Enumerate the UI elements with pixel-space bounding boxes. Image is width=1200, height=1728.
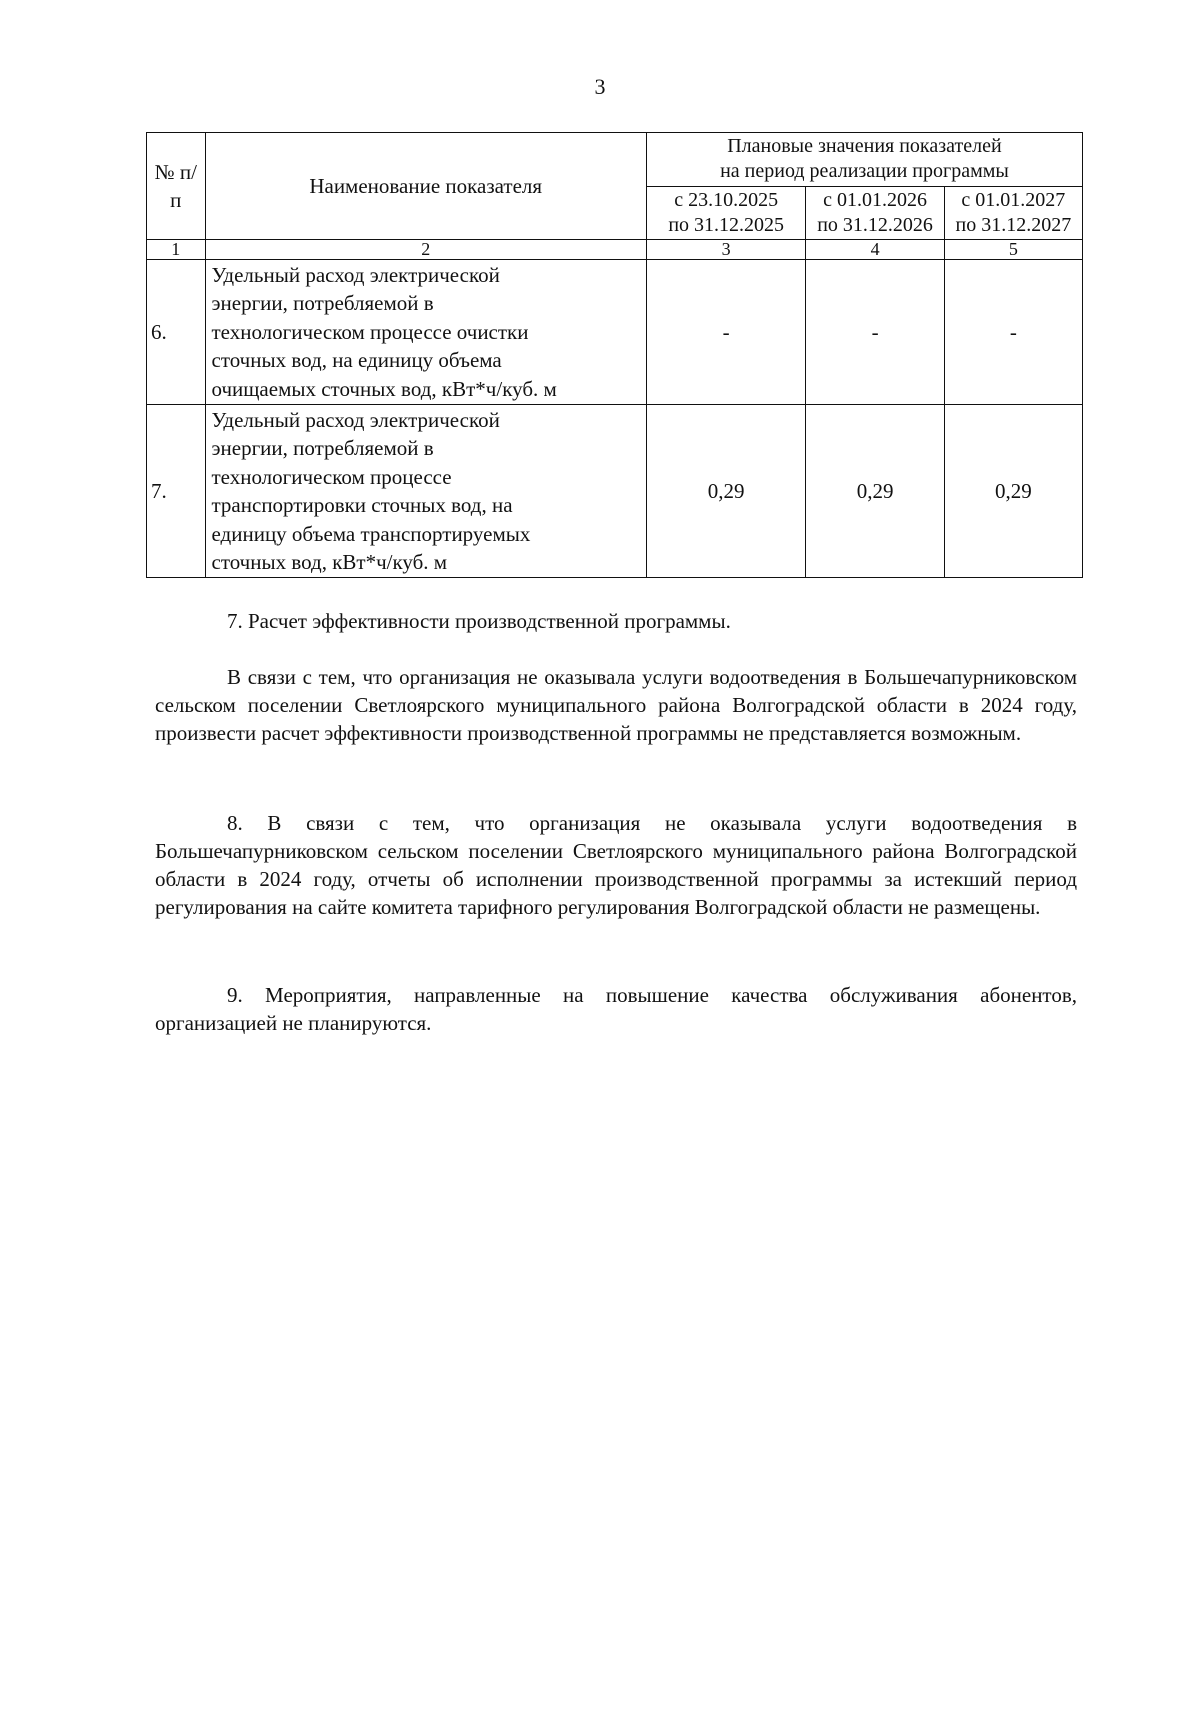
indicators-table bbox=[146, 132, 1083, 578]
row-6-name-line: энергии, потребляемой в bbox=[211, 291, 434, 316]
row-6-value-2: - bbox=[806, 260, 944, 405]
page-number: 3 bbox=[594, 74, 606, 99]
section-7-heading: 7. Расчет эффективности производственной программы. bbox=[227, 609, 731, 633]
period-cell-1 bbox=[646, 186, 806, 240]
section-7-text-block bbox=[155, 663, 1077, 747]
row-7-name-line: транспортировки сточных вод, на bbox=[211, 493, 513, 517]
row-7-name-line: единицу объема транспортируемых bbox=[211, 521, 531, 546]
period-1-from: с 23.10.2025 bbox=[674, 188, 779, 211]
row-7-value-1: 0,29 bbox=[646, 405, 806, 578]
column-index-3: 3 bbox=[646, 240, 806, 260]
row-7-value-3: 0,29 bbox=[944, 405, 1082, 578]
row-7-name bbox=[205, 405, 646, 578]
row-6-name-line: технологическом процессе очистки bbox=[211, 319, 529, 344]
header-name-cell bbox=[205, 133, 646, 240]
row-7-num: 7. bbox=[147, 405, 206, 578]
period-cell-3 bbox=[944, 186, 1082, 240]
section-7-heading-block bbox=[155, 607, 1077, 635]
period-cell-2 bbox=[806, 186, 944, 240]
header-num-cell bbox=[147, 133, 206, 240]
section-9-paragraph: 9. Мероприятия, направленные на повышение качества обслуживания абонентов, организацией не планируются. bbox=[155, 983, 1077, 1035]
row-7-name-line: технологическом процессе bbox=[211, 464, 452, 489]
row-6-name bbox=[205, 260, 646, 405]
header-planned-line1: Плановые значения показателей bbox=[727, 135, 1002, 158]
period-2-from: с 01.01.2026 bbox=[823, 188, 928, 211]
period-2-to: по 31.12.2026 bbox=[817, 213, 933, 236]
section-8-text-block bbox=[155, 809, 1077, 921]
column-index-5: 5 bbox=[944, 240, 1082, 260]
row-7-name-line: энергии, потребляемой в bbox=[211, 436, 434, 460]
row-6-name-line: сточных вод, на единицу объема bbox=[211, 348, 502, 373]
row-6-num: 6. bbox=[147, 260, 206, 405]
row-7-name-line: сточных вод, кВт*ч/куб. м bbox=[211, 550, 448, 574]
column-index-2: 2 bbox=[205, 240, 646, 260]
period-3-to: по 31.12.2027 bbox=[955, 213, 1072, 236]
row-7-name-line: Удельный расход электрической bbox=[211, 407, 500, 432]
section-9-text-block bbox=[155, 981, 1077, 1037]
period-3-from: с 01.01.2027 bbox=[961, 188, 1066, 211]
row-6-name-line: Удельный расход электрической bbox=[211, 262, 500, 287]
table-row bbox=[147, 260, 1083, 405]
header-name: Наименование показателя bbox=[309, 174, 543, 198]
column-index-1: 1 bbox=[147, 240, 206, 260]
header-planned-line2: на период реализации программы bbox=[720, 160, 1009, 183]
row-6-value-1: - bbox=[646, 260, 806, 405]
column-index-4: 4 bbox=[806, 240, 944, 260]
row-6-name-line: очищаемых сточных вод, кВт*ч/куб. м bbox=[211, 376, 557, 401]
row-6-value-3: - bbox=[944, 260, 1082, 405]
section-7-paragraph: В связи с тем, что организация не оказывала услуги водоотведения в Большечапурниковском сельском поселении Светлоярского муниципального района Волгоградской области в 2024 году, произвести расчет эффективности производственной программы не представляется возможным. bbox=[155, 665, 1077, 745]
header-num: № п/п bbox=[154, 160, 197, 212]
period-1-to: по 31.12.2025 bbox=[668, 213, 785, 236]
table-header-row bbox=[147, 133, 1083, 187]
header-planned-cell bbox=[646, 133, 1082, 187]
column-index-row bbox=[147, 240, 1083, 260]
table-row bbox=[147, 405, 1083, 578]
row-7-value-2: 0,29 bbox=[806, 405, 944, 578]
section-8-paragraph: 8. В связи с тем, что организация не оказывала услуги водоотведения в Большечапурниковском сельском поселении Светлоярского муниципального района Волгоградской области в 2024 году, отчеты об исполнении производственной программы за истекший период регулирования на сайте комитета тарифного регулирования Волгоградской области не размещены. bbox=[155, 811, 1077, 919]
